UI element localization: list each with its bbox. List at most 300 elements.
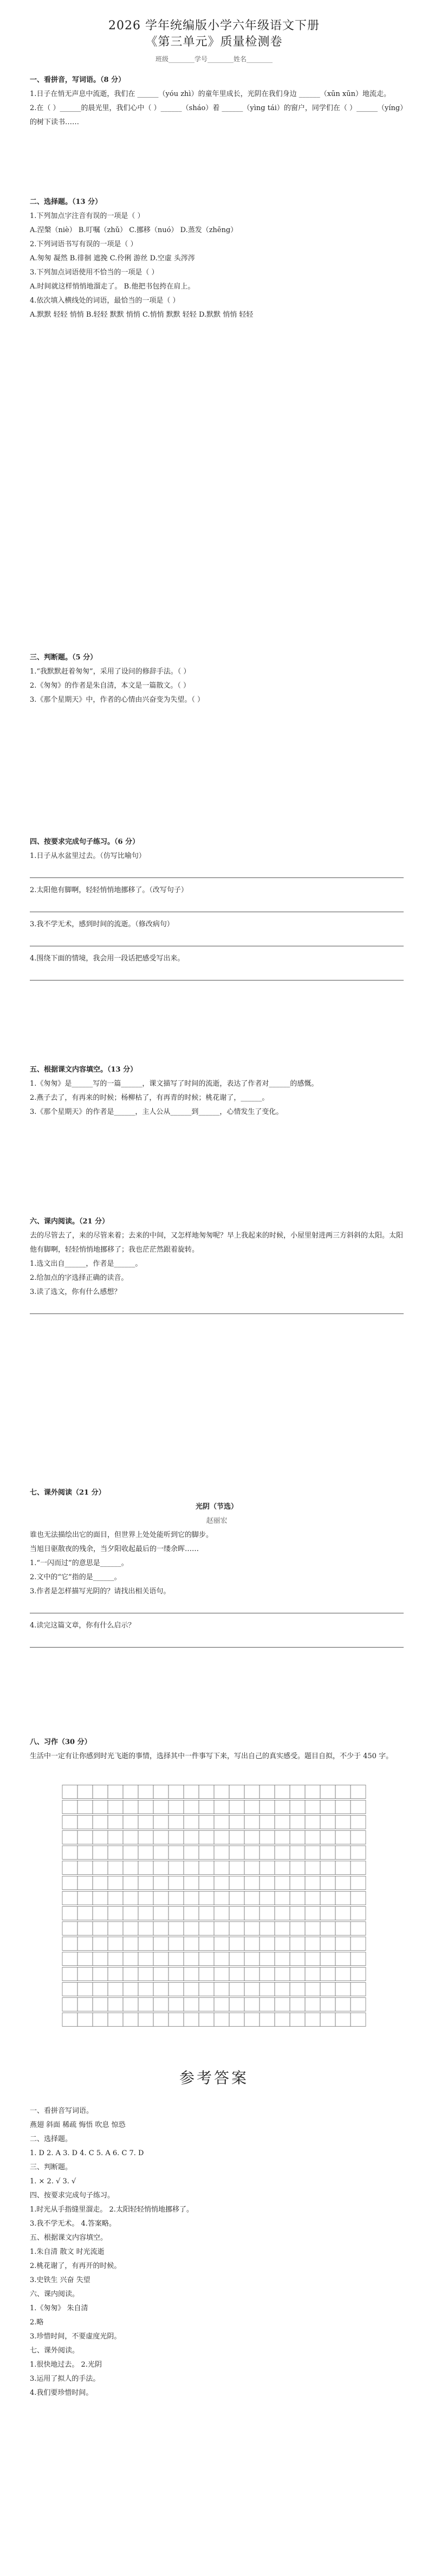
grid-cell[interactable] bbox=[93, 1816, 108, 1829]
grid-cell[interactable] bbox=[229, 1831, 244, 1844]
grid-cell[interactable] bbox=[305, 1785, 320, 1799]
grid-cell[interactable] bbox=[199, 1952, 214, 1966]
grid-cell[interactable] bbox=[153, 1800, 168, 1814]
grid-cell[interactable] bbox=[199, 1846, 214, 1860]
grid-cell[interactable] bbox=[305, 1907, 320, 1920]
grid-cell[interactable] bbox=[138, 1892, 153, 1905]
grid-cell[interactable] bbox=[244, 1907, 260, 1920]
grid-cell[interactable] bbox=[77, 1800, 93, 1814]
grid-cell[interactable] bbox=[138, 1876, 153, 1890]
grid-cell[interactable] bbox=[275, 1785, 290, 1799]
grid-cell[interactable] bbox=[244, 1968, 260, 1981]
grid-cell[interactable] bbox=[77, 1861, 93, 1875]
grid-cell[interactable] bbox=[335, 1816, 351, 1829]
grid-cell[interactable] bbox=[199, 1785, 214, 1799]
grid-cell[interactable] bbox=[290, 1831, 305, 1844]
grid-cell[interactable] bbox=[199, 1831, 214, 1844]
grid-cell[interactable] bbox=[275, 1968, 290, 1981]
answer-line[interactable] bbox=[30, 1302, 404, 1314]
grid-cell[interactable] bbox=[168, 1876, 184, 1890]
grid-cell[interactable] bbox=[244, 1861, 260, 1875]
grid-cell[interactable] bbox=[123, 1983, 138, 1996]
grid-cell[interactable] bbox=[275, 1952, 290, 1966]
grid-cell[interactable] bbox=[138, 1952, 153, 1966]
grid-cell[interactable] bbox=[62, 1952, 77, 1966]
grid-cell[interactable] bbox=[123, 1907, 138, 1920]
grid-cell[interactable] bbox=[62, 1998, 77, 2011]
grid-cell[interactable] bbox=[153, 1785, 168, 1799]
grid-cell[interactable] bbox=[108, 1922, 123, 1936]
grid-cell[interactable] bbox=[320, 1876, 335, 1890]
grid-cell[interactable] bbox=[260, 1846, 275, 1860]
grid-cell[interactable] bbox=[290, 1952, 305, 1966]
grid-cell[interactable] bbox=[153, 1892, 168, 1905]
grid-cell[interactable] bbox=[184, 1892, 199, 1905]
grid-cell[interactable] bbox=[123, 1892, 138, 1905]
grid-cell[interactable] bbox=[229, 1861, 244, 1875]
grid-cell[interactable] bbox=[351, 1816, 366, 1829]
grid-cell[interactable] bbox=[335, 1892, 351, 1905]
grid-cell[interactable] bbox=[335, 1876, 351, 1890]
grid-cell[interactable] bbox=[199, 1907, 214, 1920]
grid-cell[interactable] bbox=[138, 1846, 153, 1860]
grid-cell[interactable] bbox=[77, 1785, 93, 1799]
grid-cell[interactable] bbox=[123, 1952, 138, 1966]
grid-cell[interactable] bbox=[108, 1876, 123, 1890]
grid-cell[interactable] bbox=[123, 1831, 138, 1844]
grid-cell[interactable] bbox=[244, 1983, 260, 1996]
grid-cell[interactable] bbox=[199, 2013, 214, 2027]
grid-cell[interactable] bbox=[77, 1831, 93, 1844]
grid-cell[interactable] bbox=[335, 1937, 351, 1951]
grid-cell[interactable] bbox=[77, 1922, 93, 1936]
grid-cell[interactable] bbox=[260, 1952, 275, 1966]
grid-cell[interactable] bbox=[184, 1800, 199, 1814]
grid-cell[interactable] bbox=[62, 1907, 77, 1920]
grid-cell[interactable] bbox=[214, 1785, 229, 1799]
grid-cell[interactable] bbox=[290, 1922, 305, 1936]
grid-cell[interactable] bbox=[168, 1907, 184, 1920]
grid-cell[interactable] bbox=[138, 1983, 153, 1996]
grid-cell[interactable] bbox=[275, 1983, 290, 1996]
grid-cell[interactable] bbox=[229, 1846, 244, 1860]
grid-cell[interactable] bbox=[351, 1876, 366, 1890]
grid-cell[interactable] bbox=[62, 1861, 77, 1875]
grid-cell[interactable] bbox=[214, 1952, 229, 1966]
grid-cell[interactable] bbox=[351, 1998, 366, 2011]
grid-cell[interactable] bbox=[305, 1846, 320, 1860]
grid-cell[interactable] bbox=[108, 1907, 123, 1920]
grid-cell[interactable] bbox=[138, 1831, 153, 1844]
grid-cell[interactable] bbox=[320, 1831, 335, 1844]
grid-cell[interactable] bbox=[214, 1861, 229, 1875]
grid-cell[interactable] bbox=[77, 1876, 93, 1890]
grid-cell[interactable] bbox=[184, 1907, 199, 1920]
grid-cell[interactable] bbox=[229, 1937, 244, 1951]
grid-cell[interactable] bbox=[290, 1800, 305, 1814]
grid-cell[interactable] bbox=[229, 1907, 244, 1920]
grid-cell[interactable] bbox=[214, 1907, 229, 1920]
grid-cell[interactable] bbox=[260, 2013, 275, 2027]
grid-cell[interactable] bbox=[305, 1968, 320, 1981]
grid-cell[interactable] bbox=[138, 1907, 153, 1920]
grid-cell[interactable] bbox=[168, 1937, 184, 1951]
grid-cell[interactable] bbox=[305, 1922, 320, 1936]
grid-cell[interactable] bbox=[229, 1785, 244, 1799]
grid-cell[interactable] bbox=[335, 1907, 351, 1920]
grid-cell[interactable] bbox=[260, 1922, 275, 1936]
grid-cell[interactable] bbox=[320, 1907, 335, 1920]
grid-cell[interactable] bbox=[305, 1998, 320, 2011]
grid-cell[interactable] bbox=[351, 1983, 366, 1996]
grid-cell[interactable] bbox=[138, 1861, 153, 1875]
grid-cell[interactable] bbox=[168, 1922, 184, 1936]
grid-cell[interactable] bbox=[351, 1968, 366, 1981]
grid-cell[interactable] bbox=[168, 1952, 184, 1966]
grid-cell[interactable] bbox=[275, 1998, 290, 2011]
grid-cell[interactable] bbox=[77, 1846, 93, 1860]
answer-line[interactable] bbox=[30, 1601, 404, 1613]
grid-cell[interactable] bbox=[320, 1785, 335, 1799]
grid-cell[interactable] bbox=[320, 1983, 335, 1996]
grid-cell[interactable] bbox=[153, 1998, 168, 2011]
grid-cell[interactable] bbox=[214, 1846, 229, 1860]
grid-cell[interactable] bbox=[108, 1785, 123, 1799]
grid-cell[interactable] bbox=[153, 1968, 168, 1981]
grid-cell[interactable] bbox=[123, 1816, 138, 1829]
grid-cell[interactable] bbox=[244, 1800, 260, 1814]
grid-cell[interactable] bbox=[244, 1846, 260, 1860]
grid-cell[interactable] bbox=[260, 1800, 275, 1814]
grid-cell[interactable] bbox=[244, 1922, 260, 1936]
grid-cell[interactable] bbox=[168, 1816, 184, 1829]
grid-cell[interactable] bbox=[244, 1892, 260, 1905]
grid-cell[interactable] bbox=[168, 2013, 184, 2027]
grid-cell[interactable] bbox=[260, 1861, 275, 1875]
grid-cell[interactable] bbox=[229, 1983, 244, 1996]
grid-cell[interactable] bbox=[290, 1892, 305, 1905]
grid-cell[interactable] bbox=[229, 1816, 244, 1829]
grid-cell[interactable] bbox=[351, 1831, 366, 1844]
grid-cell[interactable] bbox=[108, 1892, 123, 1905]
grid-cell[interactable] bbox=[168, 1861, 184, 1875]
grid-cell[interactable] bbox=[168, 1998, 184, 2011]
grid-cell[interactable] bbox=[320, 1937, 335, 1951]
grid-cell[interactable] bbox=[244, 1831, 260, 1844]
grid-cell[interactable] bbox=[138, 1922, 153, 1936]
grid-cell[interactable] bbox=[93, 1968, 108, 1981]
grid-cell[interactable] bbox=[305, 1876, 320, 1890]
grid-cell[interactable] bbox=[184, 2013, 199, 2027]
grid-cell[interactable] bbox=[305, 2013, 320, 2027]
grid-cell[interactable] bbox=[351, 1952, 366, 1966]
grid-cell[interactable] bbox=[229, 1998, 244, 2011]
grid-cell[interactable] bbox=[62, 1968, 77, 1981]
grid-cell[interactable] bbox=[351, 1846, 366, 1860]
grid-cell[interactable] bbox=[305, 1800, 320, 1814]
grid-cell[interactable] bbox=[214, 1800, 229, 1814]
grid-cell[interactable] bbox=[229, 1968, 244, 1981]
grid-cell[interactable] bbox=[184, 1952, 199, 1966]
grid-cell[interactable] bbox=[184, 1968, 199, 1981]
grid-cell[interactable] bbox=[275, 1937, 290, 1951]
grid-cell[interactable] bbox=[123, 1876, 138, 1890]
grid-cell[interactable] bbox=[335, 1785, 351, 1799]
grid-cell[interactable] bbox=[229, 1952, 244, 1966]
grid-cell[interactable] bbox=[153, 1937, 168, 1951]
grid-cell[interactable] bbox=[153, 1922, 168, 1936]
grid-cell[interactable] bbox=[335, 1800, 351, 1814]
grid-cell[interactable] bbox=[62, 1800, 77, 1814]
grid-cell[interactable] bbox=[123, 1846, 138, 1860]
grid-cell[interactable] bbox=[351, 1892, 366, 1905]
grid-cell[interactable] bbox=[335, 1952, 351, 1966]
grid-cell[interactable] bbox=[275, 1816, 290, 1829]
grid-cell[interactable] bbox=[62, 1846, 77, 1860]
grid-cell[interactable] bbox=[62, 1816, 77, 1829]
grid-cell[interactable] bbox=[290, 1968, 305, 1981]
grid-cell[interactable] bbox=[184, 1937, 199, 1951]
grid-cell[interactable] bbox=[77, 1907, 93, 1920]
grid-cell[interactable] bbox=[244, 1816, 260, 1829]
grid-cell[interactable] bbox=[275, 1892, 290, 1905]
grid-cell[interactable] bbox=[305, 1892, 320, 1905]
grid-cell[interactable] bbox=[351, 1937, 366, 1951]
grid-cell[interactable] bbox=[335, 1831, 351, 1844]
grid-cell[interactable] bbox=[260, 1937, 275, 1951]
grid-cell[interactable] bbox=[275, 1907, 290, 1920]
grid-cell[interactable] bbox=[320, 1800, 335, 1814]
grid-cell[interactable] bbox=[93, 1952, 108, 1966]
grid-cell[interactable] bbox=[244, 1876, 260, 1890]
grid-cell[interactable] bbox=[320, 1998, 335, 2011]
grid-cell[interactable] bbox=[335, 1968, 351, 1981]
grid-cell[interactable] bbox=[351, 1785, 366, 1799]
grid-cell[interactable] bbox=[199, 1876, 214, 1890]
grid-cell[interactable] bbox=[108, 1816, 123, 1829]
grid-cell[interactable] bbox=[153, 1952, 168, 1966]
answer-line[interactable] bbox=[30, 968, 404, 981]
grid-cell[interactable] bbox=[229, 1876, 244, 1890]
grid-cell[interactable] bbox=[199, 1892, 214, 1905]
grid-cell[interactable] bbox=[62, 1922, 77, 1936]
grid-cell[interactable] bbox=[320, 1968, 335, 1981]
grid-cell[interactable] bbox=[153, 1816, 168, 1829]
grid-cell[interactable] bbox=[184, 1816, 199, 1829]
grid-cell[interactable] bbox=[184, 1998, 199, 2011]
grid-cell[interactable] bbox=[77, 1816, 93, 1829]
grid-cell[interactable] bbox=[153, 1861, 168, 1875]
grid-cell[interactable] bbox=[123, 1785, 138, 1799]
grid-cell[interactable] bbox=[275, 1922, 290, 1936]
grid-cell[interactable] bbox=[199, 1968, 214, 1981]
grid-cell[interactable] bbox=[184, 1922, 199, 1936]
grid-cell[interactable] bbox=[214, 2013, 229, 2027]
grid-cell[interactable] bbox=[77, 1998, 93, 2011]
grid-cell[interactable] bbox=[93, 1785, 108, 1799]
grid-cell[interactable] bbox=[123, 2013, 138, 2027]
grid-cell[interactable] bbox=[93, 1846, 108, 1860]
grid-cell[interactable] bbox=[290, 1816, 305, 1829]
grid-cell[interactable] bbox=[275, 1800, 290, 1814]
grid-cell[interactable] bbox=[275, 1876, 290, 1890]
grid-cell[interactable] bbox=[260, 1785, 275, 1799]
grid-cell[interactable] bbox=[351, 1800, 366, 1814]
grid-cell[interactable] bbox=[335, 1983, 351, 1996]
grid-cell[interactable] bbox=[275, 1861, 290, 1875]
grid-cell[interactable] bbox=[93, 1937, 108, 1951]
grid-cell[interactable] bbox=[168, 1983, 184, 1996]
grid-cell[interactable] bbox=[123, 1800, 138, 1814]
grid-cell[interactable] bbox=[168, 1968, 184, 1981]
grid-cell[interactable] bbox=[77, 1892, 93, 1905]
grid-cell[interactable] bbox=[244, 1998, 260, 2011]
grid-cell[interactable] bbox=[168, 1785, 184, 1799]
grid-cell[interactable] bbox=[62, 2013, 77, 2027]
grid-cell[interactable] bbox=[62, 1831, 77, 1844]
grid-cell[interactable] bbox=[168, 1800, 184, 1814]
grid-cell[interactable] bbox=[335, 1846, 351, 1860]
grid-cell[interactable] bbox=[199, 1983, 214, 1996]
grid-cell[interactable] bbox=[62, 1983, 77, 1996]
grid-cell[interactable] bbox=[199, 1861, 214, 1875]
grid-cell[interactable] bbox=[93, 1983, 108, 1996]
grid-cell[interactable] bbox=[290, 1876, 305, 1890]
grid-cell[interactable] bbox=[62, 1892, 77, 1905]
grid-cell[interactable] bbox=[290, 1907, 305, 1920]
grid-cell[interactable] bbox=[335, 1861, 351, 1875]
grid-cell[interactable] bbox=[93, 1892, 108, 1905]
grid-cell[interactable] bbox=[108, 1831, 123, 1844]
grid-cell[interactable] bbox=[108, 1800, 123, 1814]
grid-cell[interactable] bbox=[199, 1800, 214, 1814]
grid-cell[interactable] bbox=[214, 1937, 229, 1951]
grid-cell[interactable] bbox=[260, 1907, 275, 1920]
grid-cell[interactable] bbox=[108, 1846, 123, 1860]
grid-cell[interactable] bbox=[320, 1846, 335, 1860]
grid-cell[interactable] bbox=[138, 1968, 153, 1981]
grid-cell[interactable] bbox=[168, 1831, 184, 1844]
grid-cell[interactable] bbox=[214, 1983, 229, 1996]
grid-cell[interactable] bbox=[93, 1831, 108, 1844]
grid-cell[interactable] bbox=[93, 1922, 108, 1936]
grid-cell[interactable] bbox=[214, 1831, 229, 1844]
grid-cell[interactable] bbox=[153, 1983, 168, 1996]
grid-cell[interactable] bbox=[275, 1846, 290, 1860]
answer-line[interactable] bbox=[30, 900, 404, 912]
grid-cell[interactable] bbox=[77, 1952, 93, 1966]
grid-cell[interactable] bbox=[77, 2013, 93, 2027]
grid-cell[interactable] bbox=[214, 1922, 229, 1936]
grid-cell[interactable] bbox=[62, 1937, 77, 1951]
grid-cell[interactable] bbox=[351, 2013, 366, 2027]
answer-line[interactable] bbox=[30, 1635, 404, 1648]
grid-cell[interactable] bbox=[290, 1785, 305, 1799]
grid-cell[interactable] bbox=[320, 1952, 335, 1966]
grid-cell[interactable] bbox=[93, 1907, 108, 1920]
grid-cell[interactable] bbox=[123, 1861, 138, 1875]
grid-cell[interactable] bbox=[351, 1861, 366, 1875]
grid-cell[interactable] bbox=[335, 1922, 351, 1936]
grid-cell[interactable] bbox=[305, 1861, 320, 1875]
grid-cell[interactable] bbox=[108, 1998, 123, 2011]
grid-cell[interactable] bbox=[305, 1952, 320, 1966]
grid-cell[interactable] bbox=[320, 1892, 335, 1905]
grid-cell[interactable] bbox=[184, 1831, 199, 1844]
grid-cell[interactable] bbox=[229, 1922, 244, 1936]
grid-cell[interactable] bbox=[290, 2013, 305, 2027]
grid-cell[interactable] bbox=[275, 1831, 290, 1844]
grid-cell[interactable] bbox=[108, 2013, 123, 2027]
grid-cell[interactable] bbox=[214, 1876, 229, 1890]
grid-cell[interactable] bbox=[77, 1937, 93, 1951]
grid-cell[interactable] bbox=[77, 1968, 93, 1981]
grid-cell[interactable] bbox=[153, 1876, 168, 1890]
grid-cell[interactable] bbox=[199, 1998, 214, 2011]
grid-cell[interactable] bbox=[168, 1892, 184, 1905]
grid-cell[interactable] bbox=[275, 2013, 290, 2027]
grid-cell[interactable] bbox=[290, 1846, 305, 1860]
grid-cell[interactable] bbox=[62, 1785, 77, 1799]
grid-cell[interactable] bbox=[93, 2013, 108, 2027]
grid-cell[interactable] bbox=[260, 1816, 275, 1829]
grid-cell[interactable] bbox=[153, 2013, 168, 2027]
grid-cell[interactable] bbox=[229, 2013, 244, 2027]
grid-cell[interactable] bbox=[184, 1846, 199, 1860]
grid-cell[interactable] bbox=[305, 1831, 320, 1844]
grid-cell[interactable] bbox=[305, 1816, 320, 1829]
answer-line[interactable] bbox=[30, 934, 404, 946]
grid-cell[interactable] bbox=[305, 1937, 320, 1951]
grid-cell[interactable] bbox=[199, 1816, 214, 1829]
grid-cell[interactable] bbox=[93, 1876, 108, 1890]
grid-cell[interactable] bbox=[320, 1861, 335, 1875]
grid-cell[interactable] bbox=[153, 1846, 168, 1860]
grid-cell[interactable] bbox=[138, 1816, 153, 1829]
grid-cell[interactable] bbox=[335, 1998, 351, 2011]
grid-cell[interactable] bbox=[93, 1861, 108, 1875]
grid-cell[interactable] bbox=[199, 1922, 214, 1936]
composition-grid[interactable] bbox=[51, 1784, 377, 2039]
grid-cell[interactable] bbox=[138, 2013, 153, 2027]
grid-cell[interactable] bbox=[123, 1922, 138, 1936]
grid-cell[interactable] bbox=[229, 1892, 244, 1905]
grid-cell[interactable] bbox=[77, 1983, 93, 1996]
grid-cell[interactable] bbox=[351, 1922, 366, 1936]
grid-cell[interactable] bbox=[260, 1831, 275, 1844]
grid-cell[interactable] bbox=[123, 1998, 138, 2011]
grid-cell[interactable] bbox=[244, 1952, 260, 1966]
grid-cell[interactable] bbox=[244, 1937, 260, 1951]
grid-cell[interactable] bbox=[138, 1937, 153, 1951]
grid-cell[interactable] bbox=[335, 2013, 351, 2027]
grid-cell[interactable] bbox=[93, 1800, 108, 1814]
grid-cell[interactable] bbox=[123, 1968, 138, 1981]
grid-cell[interactable] bbox=[123, 1937, 138, 1951]
grid-cell[interactable] bbox=[108, 1937, 123, 1951]
grid-cell[interactable] bbox=[320, 1922, 335, 1936]
grid-cell[interactable] bbox=[108, 1952, 123, 1966]
grid-cell[interactable] bbox=[305, 1983, 320, 1996]
answer-line[interactable] bbox=[30, 866, 404, 878]
grid-cell[interactable] bbox=[62, 1876, 77, 1890]
grid-cell[interactable] bbox=[184, 1861, 199, 1875]
grid-cell[interactable] bbox=[108, 1861, 123, 1875]
grid-cell[interactable] bbox=[290, 1983, 305, 1996]
grid-cell[interactable] bbox=[320, 1816, 335, 1829]
grid-cell[interactable] bbox=[244, 1785, 260, 1799]
grid-cell[interactable] bbox=[260, 1876, 275, 1890]
